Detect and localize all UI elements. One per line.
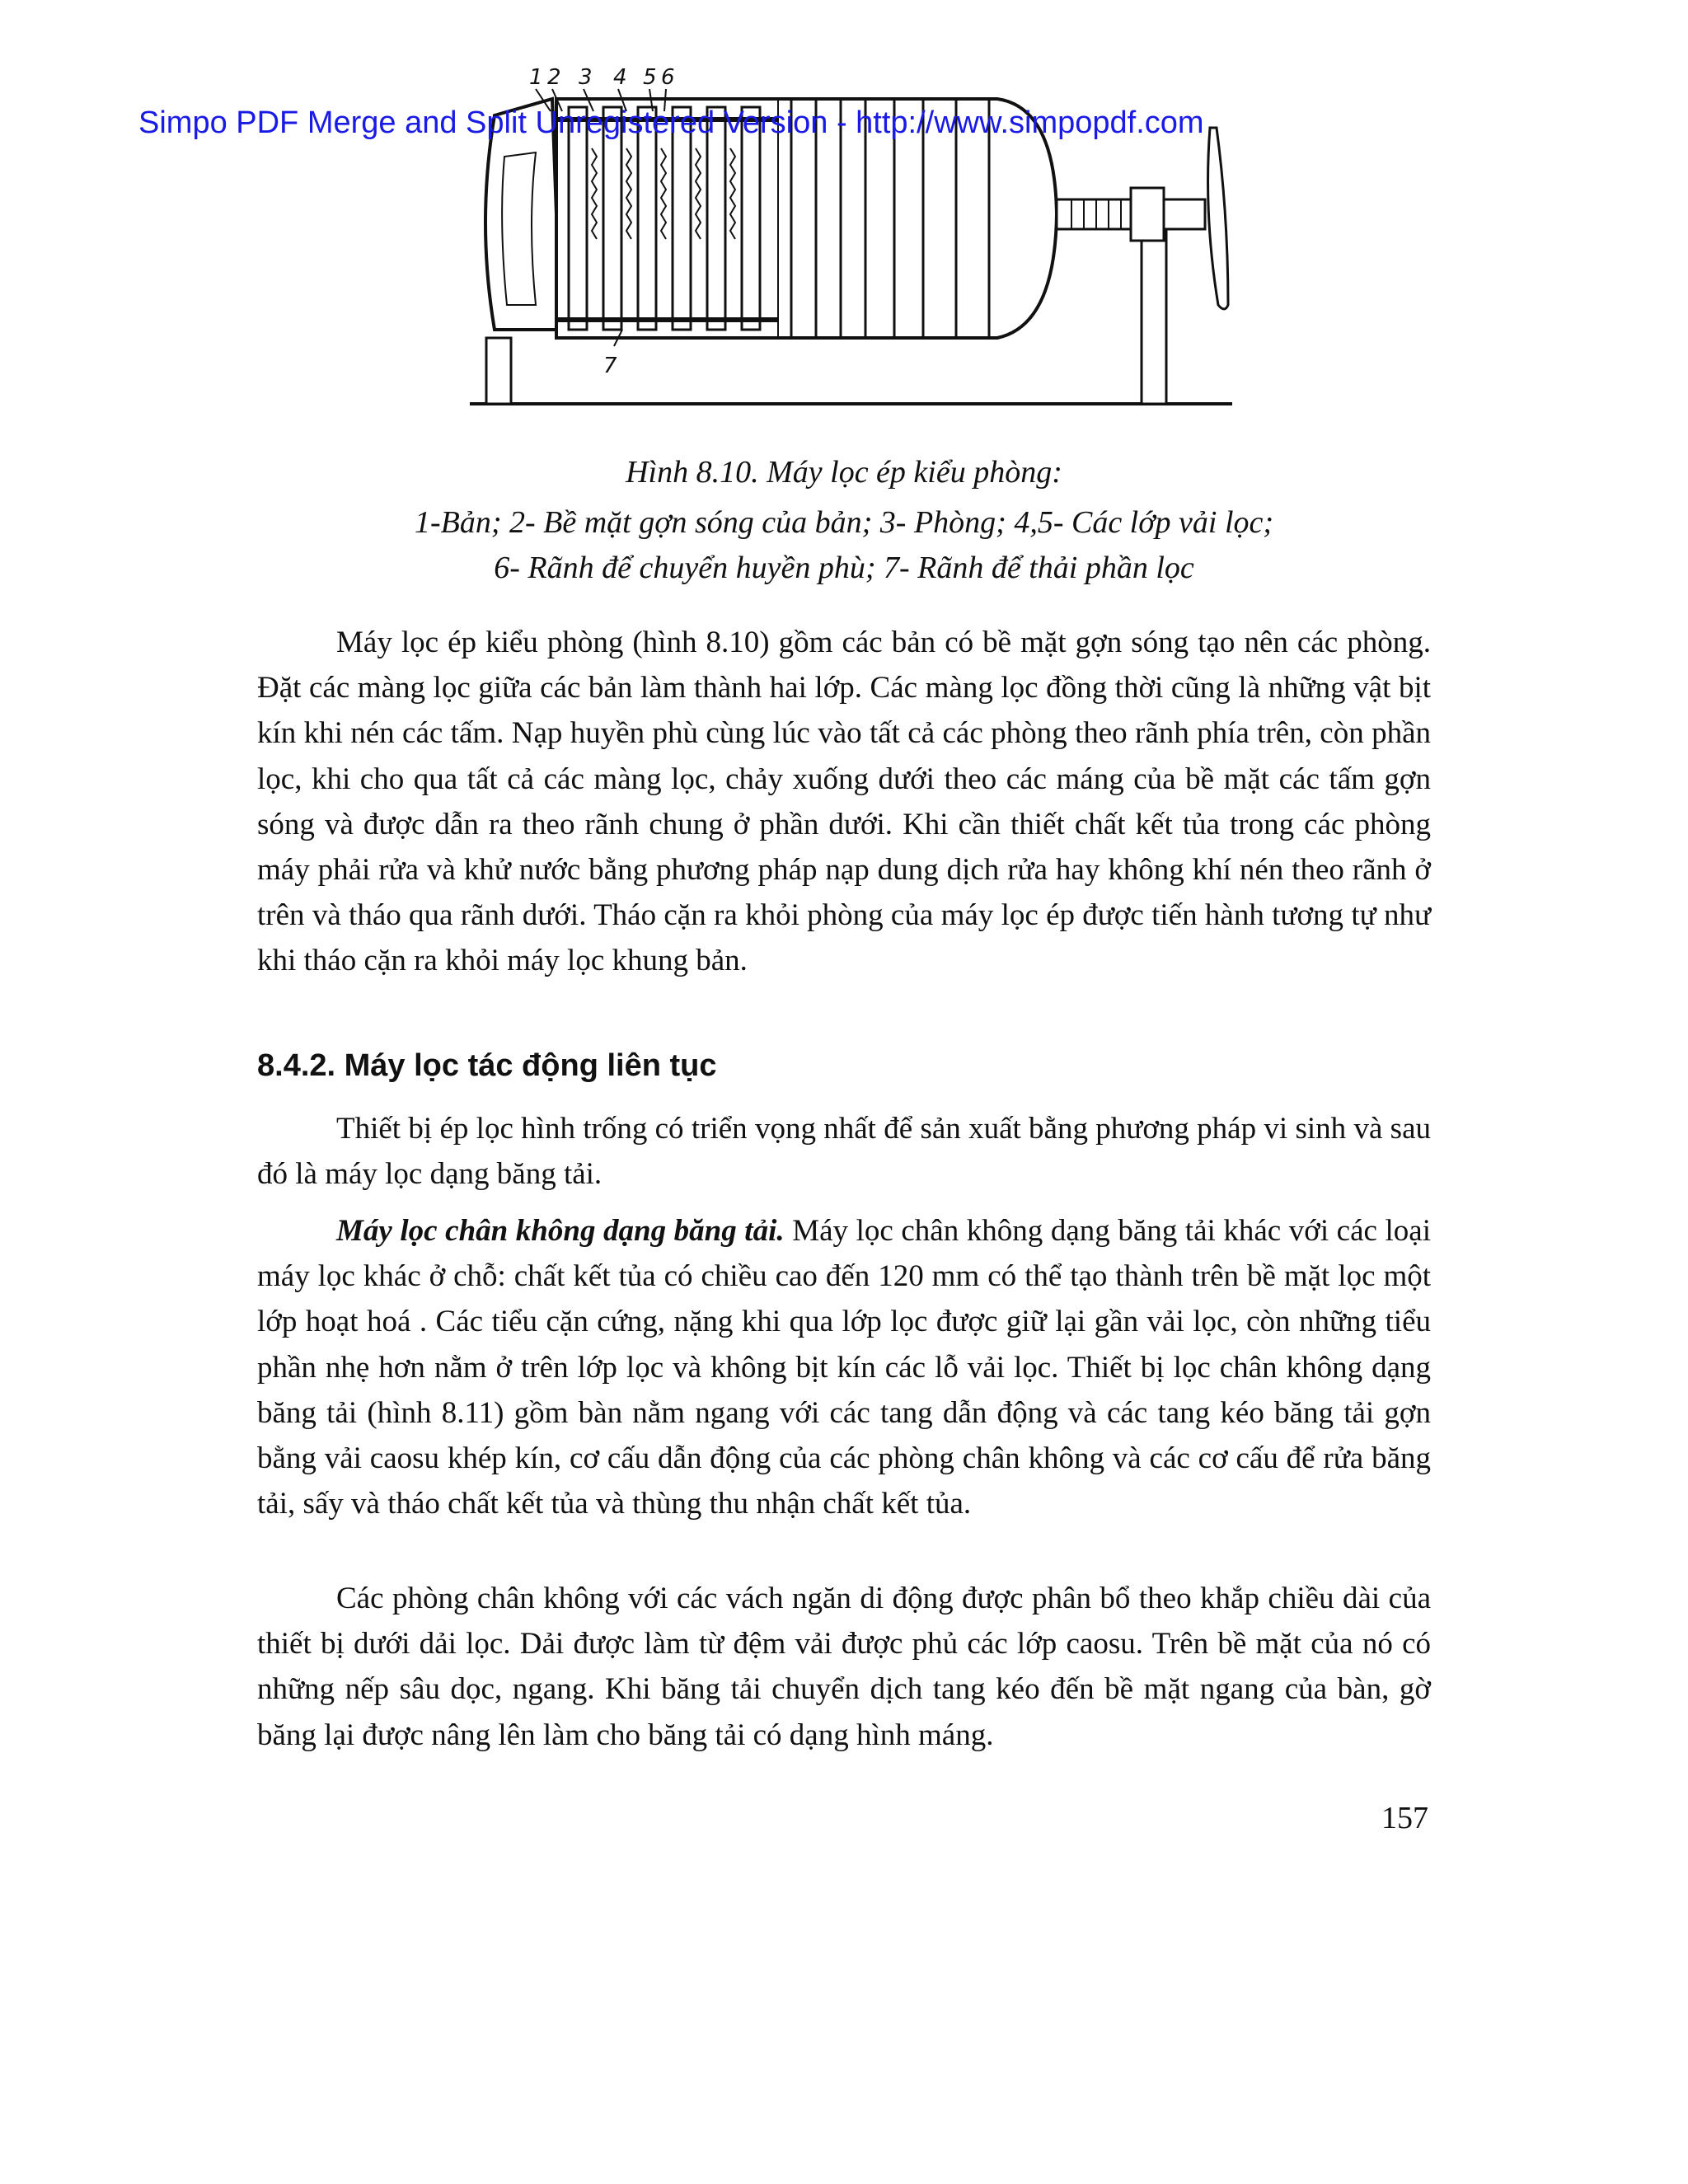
paragraph-belt-filter-text: Máy lọc chân không dạng băng tải khác với các loại máy lọc khác ở chỗ: chất kết tủa có chiều cao đến 120 mm có thể tạo thành trên bề mặt lọc một lớp hoạt hoá . Các tiểu cặn cứng, nặng khi qua lớp lọc được giữ lại gần vải lọc, còn những tiểu phần nhẹ hơn nằm ở trên lớp lọc và không bịt kín các lỗ vải lọc. Thiết bị lọc chân không dạng băng tải (hình 8.11) gồm bàn nằm ngang với các tang dẫn động và các tang kéo băng tải gợn bằng vải caosu khép kín, cơ cấu dẫn động của các phòng chân không và các cơ cấu để rửa băng tải, sấy và tháo chất kết tủa và thùng thu nhận chất kết tủa.: [257, 1214, 1431, 1521]
page-number: 157: [1381, 1801, 1428, 1835]
paragraph-vacuum-chambers: Các phòng chân không với các vách ngăn di động được phân bổ theo khắp chiều dài của thiết bị dưới dải lọc. Dải được làm từ đệm vải được phủ các lớp caosu. Trên bề mặt của nó có những nếp sâu dọc, ngang. Khi băng tải chuyển dịch tang kéo đến bề mặt ngang của bàn, gờ băng lại được nâng lên làm cho băng tải có dạng hình máng.: [257, 1582, 1431, 1752]
callout-2: 2: [547, 65, 561, 90]
figure-caption-legend-2: 6- Rãnh để chuyển huyền phù; 7- Rãnh để thải phần lọc: [494, 551, 1194, 585]
paragraph-chamber-press: Máy lọc ép kiểu phòng (hình 8.10) gồm các bản có bề mặt gợn sóng tạo nên các phòng. Đặt các màng lọc giữa các bản làm thành hai lớp. Các màng lọc đồng thời cũng là những vật bịt kín khi nén các tấm. Nạp huyền phù cùng lúc vào tất cả các phòng theo rãnh phía trên, còn phần lọc, khi cho qua tất cả các màng lọc, chảy xuống dưới theo các máng của bề mặt các tấm gợn sóng và được dẫn ra theo rãnh chung ở phần dưới. Khi cần thiết chất kết tủa trong các phòng máy phải rửa và khử nước bằng phương pháp nạp dung dịch rửa hay không khí nén theo rãnh ở trên và tháo qua rãnh dưới. Tháo cặn ra khỏi phòng của máy lọc ép được tiến hành tương tự như khi tháo cặn ra khỏi máy lọc khung bản.: [257, 626, 1431, 978]
section-heading: 8.4.2. Máy lọc tác động liên tục: [257, 1048, 717, 1083]
callout-5: 5: [643, 65, 657, 90]
watermark: Simpo PDF Merge and Split Unregistered Version - http://www.simpopdf.com: [138, 105, 1204, 140]
left-leg: [486, 338, 511, 404]
callout-1: 1: [529, 65, 543, 90]
handwheel-handle: [1208, 128, 1228, 309]
right-leg: [1142, 227, 1166, 404]
figure-caption-legend-1: 1-Bản; 2- Bề mặt gợn sóng của bản; 3- Phòng; 4,5- Các lớp vải lọc;: [414, 505, 1274, 540]
paragraph-continuous-filters: Thiết bị ép lọc hình trống có triển vọng nhất để sản xuất bằng phương pháp vi sinh và sau đó là máy lọc dạng băng tải.: [257, 1112, 1431, 1192]
paragraph-lead-term: Máy lọc chân không dạng băng tải.: [336, 1214, 785, 1248]
callout-4: 4: [613, 65, 627, 90]
callout-3: 3: [579, 65, 593, 90]
callout-7: 7: [603, 354, 617, 378]
figure-caption-title: Hình 8.10. Máy lọc ép kiểu phòng:: [626, 455, 1062, 490]
paragraph-belt-filter: [257, 1208, 1431, 1526]
callout-6: 6: [661, 65, 675, 90]
